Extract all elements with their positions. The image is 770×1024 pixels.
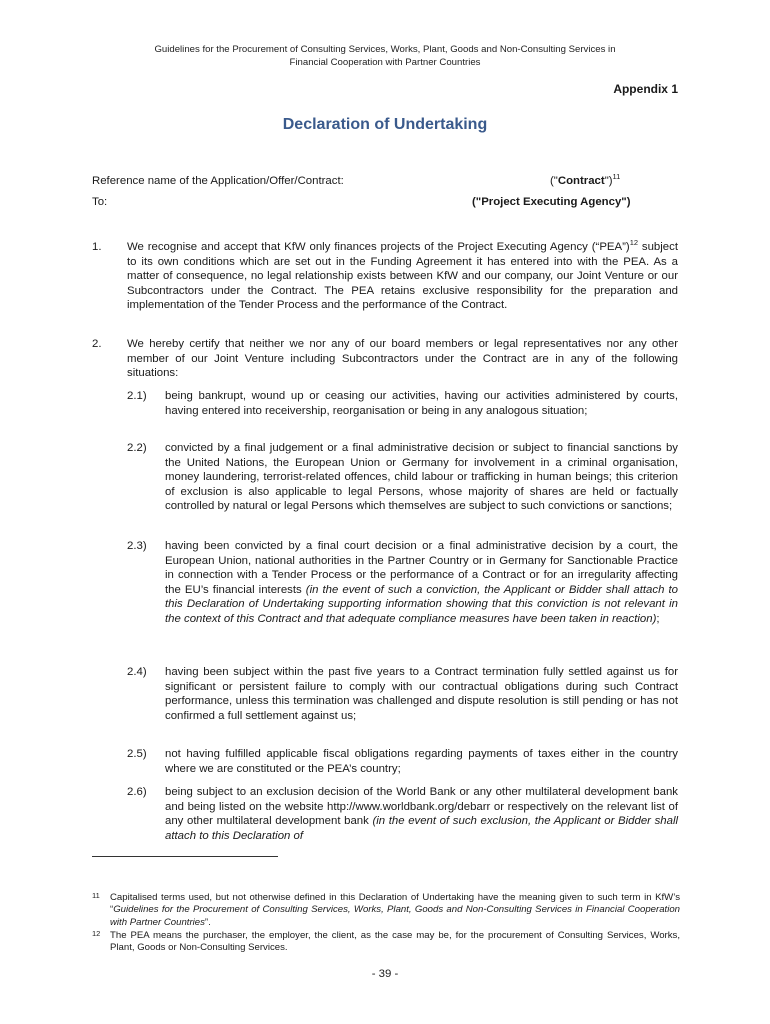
subitem-2-3-text-italic: (in the event of such a conviction, the Applicant or Bidder shall attach to this Declaration of Undertaking supporting information showing that this conviction is not relevant in the context of this Contract and that adequate compliance measures have been taken in reaction) bbox=[165, 583, 678, 625]
footnote-11 bbox=[92, 892, 680, 929]
subitem-2-4 bbox=[127, 665, 678, 723]
subitem-2-2-number: 2.2) bbox=[127, 442, 147, 454]
page-title: Declaration of Undertaking bbox=[282, 116, 488, 133]
subitem-2-3-text bbox=[165, 539, 678, 627]
paragraph-2-text: We hereby certify that neither we nor any of our board members or legal representatives nor any other member of our Joint Venture including Subcontractors under the Contract are in any of the following situations: bbox=[127, 338, 678, 380]
paragraph-2-number: 2. bbox=[92, 338, 102, 350]
contract-designation bbox=[550, 174, 620, 188]
appendix-label: Appendix 1 bbox=[613, 82, 678, 96]
subitem-2-6-number: 2.6) bbox=[127, 786, 147, 798]
subitem-2-5-number: 2.5) bbox=[127, 748, 147, 760]
subitem-2-6 bbox=[127, 785, 678, 843]
subitem-2-5 bbox=[127, 747, 678, 776]
subitem-2-2 bbox=[127, 441, 678, 514]
paragraph-1 bbox=[92, 240, 678, 313]
paragraph-1-text-a: We recognise and accept that KfW only finances projects of the Project Executing Agency (“PEA”) bbox=[127, 241, 630, 253]
footnote-separator bbox=[92, 856, 278, 857]
to-label: To: bbox=[92, 196, 108, 208]
footnote-12-text: The PEA means the purchaser, the employer, the client, as the case may be, for the procurement of Consulting Services, Works, Plant, Goods or Non-Consulting Services. bbox=[110, 930, 680, 954]
subitem-2-6-text-italic: (in the event of such exclusion, the Applicant or Bidder shall attach to this Declaration of bbox=[165, 815, 679, 842]
reference-label: Reference name of the Application/Offer/Contract: bbox=[92, 175, 344, 187]
subitem-2-1-number: 2.1) bbox=[127, 390, 147, 402]
subitem-2-1-text: being bankrupt, wound up or ceasing our activities, having our activities administered by courts, having entered into receivership, reorganisation or being in any analogous situation; bbox=[165, 390, 678, 417]
subitem-2-6-text-main: being subject to an exclusion decision of the World Bank or any other multilateral development bank and being listed on the website http://www.worldbank.org/debarr or respectively on the relevant list of any other multilateral development bank bbox=[165, 786, 678, 828]
footnote-11-text-a: Capitalised terms used, but not otherwise defined in this Declaration of Undertaking have the meaning given to such term in KfW’s “ bbox=[110, 892, 680, 916]
contract-close: ") bbox=[604, 175, 613, 187]
to-line bbox=[92, 195, 678, 209]
subitem-2-2-text: convicted by a final judgement or a final administrative decision or subject to financial sanctions by the United Nations, the European Union or Germany for involvement in a criminal organisation, money laundering, terrorist-related offences, child labour or trafficking in human beings; this criterion of exclusion is also applicable to legal Persons, whose majority of shares are held or factually controlled by natural or legal Persons which themselves are subject to such convictions or sanctions; bbox=[165, 442, 678, 513]
paragraph-1-text-b: subject to its own conditions which are set out in the Funding Agreement it has entered into with the PEA. As a matter of consequence, no legal relationship exists between KfW and our company, our Joint Venture or our Subcontractors under the Contract. The PEA retains exclusive responsibility for the preparation and implementation of the Tender Process and the performance of the Contract. bbox=[127, 241, 678, 312]
subitem-2-3 bbox=[127, 539, 678, 627]
paragraph-1-number: 1. bbox=[92, 241, 102, 253]
paragraph-2 bbox=[92, 337, 678, 381]
subitem-2-3-number: 2.3) bbox=[127, 540, 147, 552]
running-header bbox=[90, 43, 680, 69]
page-number: - 39 - bbox=[371, 968, 399, 980]
subitem-2-4-text: having been subject within the past five years to a Contract termination fully settled against us for significant or persistent failure to comply with our contractual obligations during such Contract performance, unless this termination was challenged and dispute resolution is still pending or has not confirmed a full settlement against us; bbox=[165, 666, 678, 722]
pea-designation: ("Project Executing Agency") bbox=[472, 196, 631, 208]
subitem-2-4-number: 2.4) bbox=[127, 666, 147, 678]
footnote-ref-11: 11 bbox=[612, 172, 621, 182]
footnote-ref-12: 12 bbox=[629, 238, 639, 248]
footnote-12 bbox=[92, 930, 680, 955]
footnote-12-number: 12 bbox=[92, 929, 101, 938]
subitem-2-1 bbox=[127, 389, 678, 418]
subitem-2-6-text bbox=[165, 785, 678, 843]
subitem-2-5-text: not having fulfilled applicable fiscal obligations regarding payments of taxes either in the country where we are constituted or the PEA’s country; bbox=[165, 748, 678, 775]
running-header-line-2: Financial Cooperation with Partner Countries bbox=[289, 57, 481, 68]
paragraph-1-text bbox=[127, 240, 678, 313]
running-header-line-1: Guidelines for the Procurement of Consulting Services, Works, Plant, Goods and Non-Consulting Services in bbox=[154, 44, 616, 55]
subitem-2-3-text-main: having been convicted by a final court decision or a final administrative decision by a court, the European Union, national authorities in the Partner Country or in Germany for Sanctionable Practice in connection with a Tender Process or the performance of a Contract or for an irregularity affecting the EU’s financial interests bbox=[165, 540, 678, 596]
subitem-2-3-text-end: ; bbox=[656, 612, 660, 625]
footnote-11-number: 11 bbox=[92, 891, 100, 900]
footnote-11-text-b: ”. bbox=[204, 916, 211, 928]
contract-open: (" bbox=[550, 175, 558, 187]
footnote-11-text bbox=[110, 892, 680, 929]
reference-line bbox=[92, 174, 678, 188]
contract-word: Contract bbox=[557, 175, 605, 187]
footnote-11-text-italic: Guidelines for the Procurement of Consulting Services, Works, Plant, Goods and Non-Consulting Services in Financial Cooperation with Partner Countries bbox=[110, 904, 680, 928]
